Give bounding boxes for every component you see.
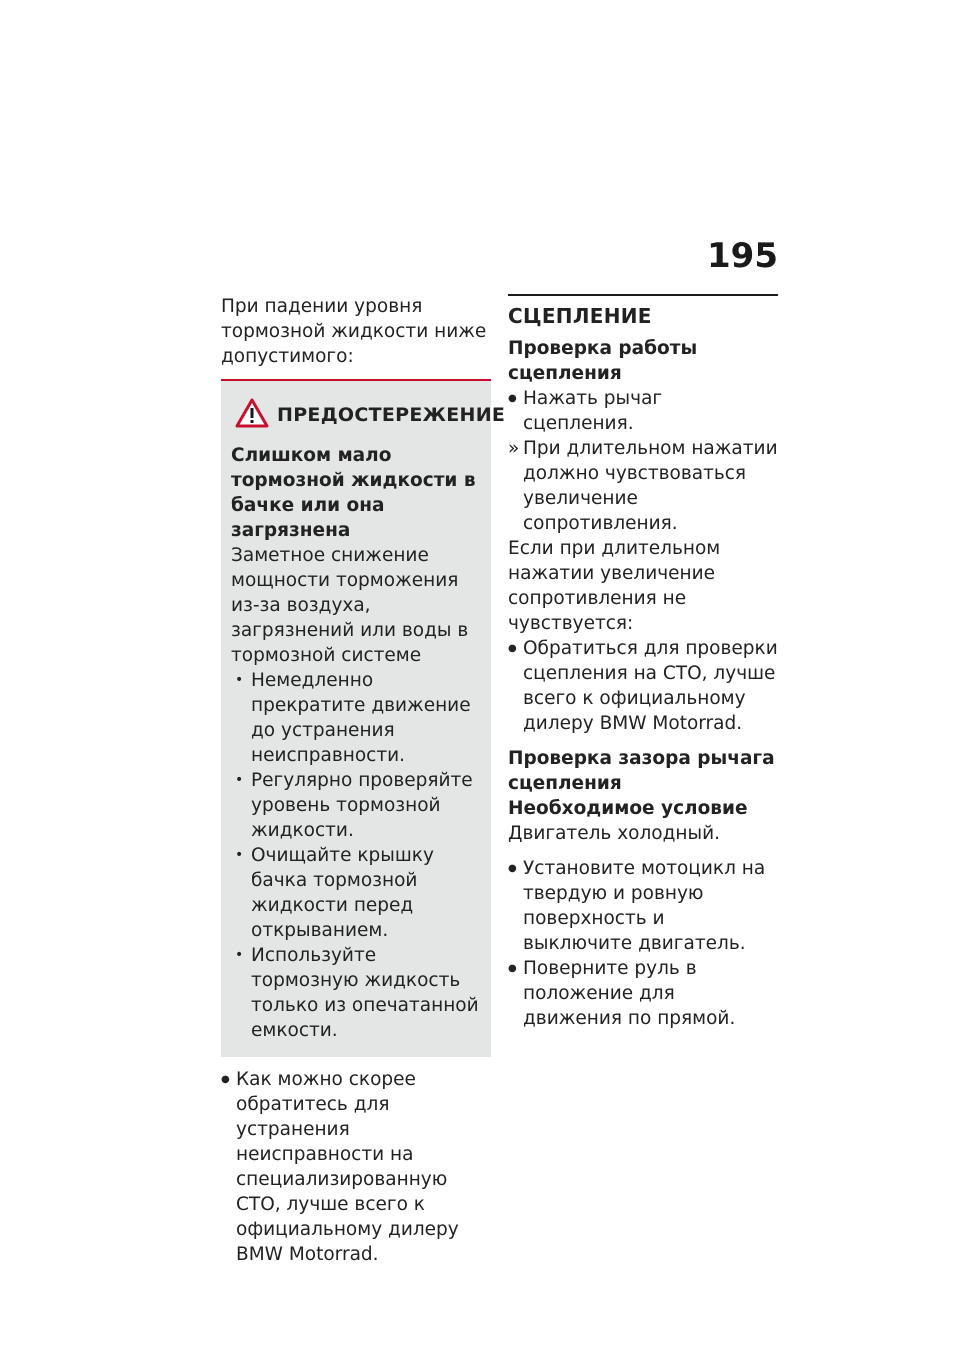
warning-text: Заметное снижение мощности торможения из-за воздуха, загрязнений или воды в тормозной системе bbox=[231, 545, 469, 666]
list-item: • Регулярно проверяйте уровень тормозной жидкости. bbox=[231, 768, 481, 843]
check-title: Проверка работы сцепления bbox=[508, 338, 698, 384]
warning-box bbox=[221, 381, 506, 1057]
section-title: СЦЕПЛЕНИЕ bbox=[508, 294, 778, 328]
warning-triangle-icon bbox=[235, 398, 269, 432]
page-number: 195 bbox=[707, 236, 778, 276]
gap-steps bbox=[508, 856, 778, 1031]
action-list bbox=[221, 1067, 491, 1267]
if-text: Если при длительном нажатии увеличение сопротивления не чувствуется: bbox=[508, 538, 721, 634]
warning-title: ПРЕДОСТЕРЕЖЕНИЕ bbox=[277, 404, 506, 426]
condition-title: Необходимое условие bbox=[508, 798, 748, 819]
left-column bbox=[221, 294, 506, 1267]
warning-subtitle: Слишком мало тормозной жидкости в бачке или она загрязнена bbox=[231, 445, 476, 541]
list-item: ● Нажать рычаг сцепления. bbox=[508, 386, 778, 436]
check-steps bbox=[508, 386, 778, 436]
list-item: ● Поверните руль в положение для движения по прямой. bbox=[508, 956, 778, 1031]
list-item: » При длительном нажатии должно чувствоваться увеличение сопротивления. bbox=[508, 436, 778, 536]
warning-header bbox=[235, 395, 506, 435]
right-column bbox=[508, 294, 778, 1031]
check-results bbox=[508, 436, 778, 536]
list-item: • Используйте тормозную жидкость только из опечатанной емкости. bbox=[231, 943, 481, 1043]
intro-text: При падении уровня тормозной жидкости ниже допустимого: bbox=[221, 294, 491, 381]
list-item: ● Обратиться для проверки сцепления на СТО, лучше всего к официальному дилеру BMW Motorrad. bbox=[508, 636, 778, 736]
list-item: • Немедленно прекратите движение до устранения неисправности. bbox=[231, 668, 481, 768]
condition-text: Двигатель холодный. bbox=[508, 823, 721, 844]
gap-title: Проверка зазора рычага сцепления bbox=[508, 748, 775, 794]
list-item: • Очищайте крышку бачка тормозной жидкости перед открыванием. bbox=[231, 843, 481, 943]
if-list bbox=[508, 636, 778, 736]
warning-list bbox=[231, 668, 481, 1043]
list-item: ● Установите мотоцикл на твердую и ровную поверхность и выключите двигатель. bbox=[508, 856, 778, 956]
list-item: ● Как можно скорее обратитесь для устранения неисправности на специализированную СТО, лучше всего к официальному дилеру BMW Motorrad. bbox=[221, 1067, 491, 1267]
